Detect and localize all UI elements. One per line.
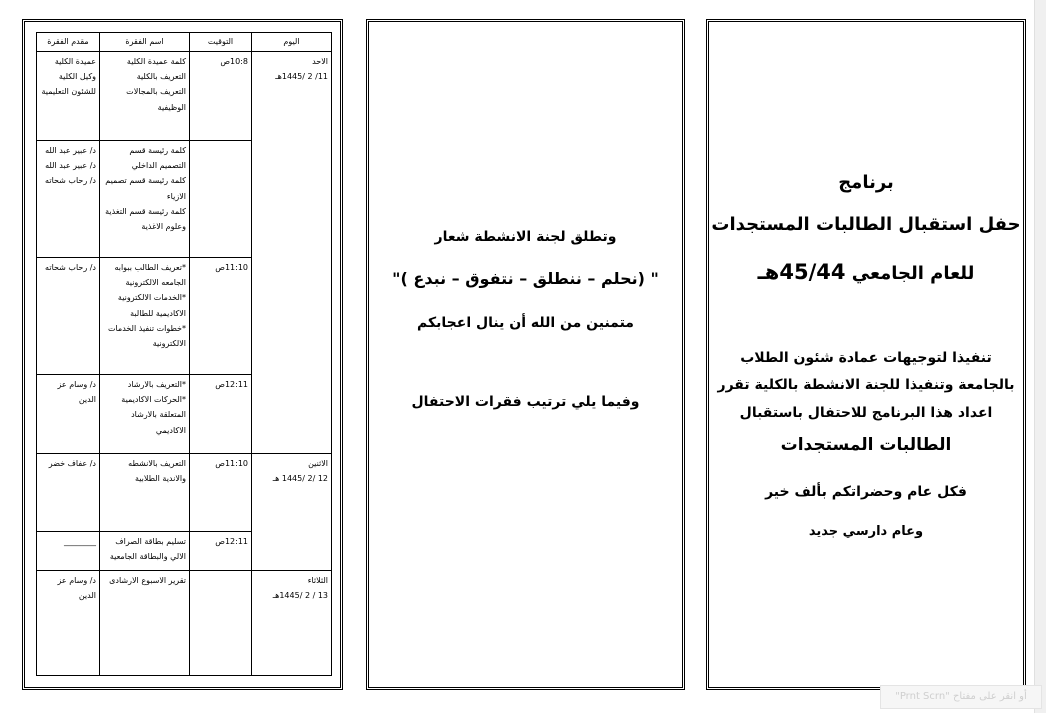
table-row bbox=[37, 52, 332, 141]
presenter-line: ________ bbox=[64, 537, 96, 546]
intro-line-2: بالجامعة وتنفيذا للجنة الانشطة بالكلية تقرر bbox=[717, 377, 1015, 393]
presenter-line: د/ رحاب شحاته bbox=[45, 176, 96, 186]
day-cell bbox=[252, 454, 332, 571]
table-row bbox=[37, 454, 332, 532]
time-cell: 10:8ص bbox=[190, 52, 252, 141]
header-time: التوقيت bbox=[190, 33, 252, 52]
item-cell bbox=[100, 258, 190, 375]
day-name: الاثنين bbox=[308, 459, 328, 468]
order-text: وفيما يلي ترتيب فقرات الاحتفال bbox=[411, 394, 640, 410]
item-cell bbox=[100, 375, 190, 454]
header-item: اسم الفقرة bbox=[100, 33, 190, 52]
day-cell bbox=[252, 52, 332, 454]
item-line: التعريف بالانشطه والاندية الطلابية bbox=[128, 459, 186, 484]
header-presenter: مقدم الفقرة bbox=[37, 33, 100, 52]
item-line: التعريف بالمجالات الوظيفية bbox=[126, 87, 186, 112]
event-title: حفل استقبال الطالبات المستجدات bbox=[711, 214, 1021, 235]
schedule-panel bbox=[22, 19, 343, 690]
time-cell: 12:11ص bbox=[190, 532, 252, 571]
item-cell bbox=[100, 571, 190, 676]
vertical-scrollbar[interactable] bbox=[1034, 0, 1046, 713]
item-line: تسليم بطاقة الصراف الالي والبطاقة الجامعية bbox=[109, 537, 186, 562]
item-line: *خطوات تنفيذ الخدمات الالكترونية bbox=[107, 323, 186, 348]
presenter-line: د/ وسام عز الدين bbox=[57, 576, 96, 601]
day-date: 13 / 2 /1445هـ bbox=[272, 591, 328, 601]
item-line: *الخدمات الالكترونية الاكاديمية للطالبة bbox=[117, 293, 186, 318]
presenter-line: د/ عفاف خضر bbox=[48, 459, 96, 468]
activities-line: وتطلق لجنة الانشطة شعار bbox=[434, 229, 617, 245]
day-cell bbox=[252, 571, 332, 676]
intro-line-3: اعداد هذا البرنامج للاحتفال باستقبال bbox=[739, 405, 993, 421]
item-line: كلمة رئيسة قسم التصميم الداخلي bbox=[129, 146, 186, 171]
time-cell: 12:11ص bbox=[190, 375, 252, 454]
day-date: 11/ 2 /1445هـ bbox=[275, 72, 328, 82]
presenter-line: د/ عبير عبد الله bbox=[45, 146, 96, 155]
year-value: 45/44هـ bbox=[757, 260, 846, 284]
item-line: تقرير الاسبوع الارشادى bbox=[109, 576, 186, 585]
presenter-line: وكيل الكلية للشئون التعليمية bbox=[41, 72, 96, 97]
item-cell bbox=[100, 532, 190, 571]
greeting-line-2: وعام دارسي جديد bbox=[808, 524, 924, 539]
presenter-cell bbox=[37, 532, 100, 571]
time-cell: 11:10ص bbox=[190, 454, 252, 532]
presenter-line: د/ رحاب شحاته bbox=[45, 263, 96, 272]
title-panel bbox=[706, 19, 1026, 690]
slogan-text: " (نحلم – ننطلق – نتفوق – نبدع )" bbox=[392, 269, 659, 288]
item-cell bbox=[100, 454, 190, 532]
presenter-line: عميدة الكلية bbox=[54, 57, 96, 66]
presenter-cell bbox=[37, 52, 100, 141]
time-cell: 11:10ص bbox=[190, 258, 252, 375]
greeting-line: فكل عام وحضراتكم بألف خير bbox=[765, 484, 967, 500]
table-header-row bbox=[37, 33, 332, 52]
year-prefix: للعام الجامعي bbox=[845, 263, 975, 284]
item-cell bbox=[100, 52, 190, 141]
time-cell bbox=[190, 571, 252, 676]
item-line: *تعريف الطالب ببوابه الجامعه الالكترونية bbox=[114, 263, 186, 288]
presenter-cell bbox=[37, 454, 100, 532]
presenter-cell bbox=[37, 571, 100, 676]
item-line: *الحركات الاكاديمية المتعلقة بالارشاد الاكاديمي bbox=[121, 395, 186, 435]
item-line: كلمة رئيسة قسم التغذية وعلوم الاغذية bbox=[105, 206, 186, 231]
intro-line-4: الطالبات المستجدات bbox=[780, 435, 952, 455]
item-line: كلمة عميدة الكلية bbox=[126, 57, 186, 66]
time-cell bbox=[190, 141, 252, 258]
item-line: *التعريف بالارشاد bbox=[127, 380, 186, 389]
wish-text: متمنين من الله أن ينال اعجابكم bbox=[417, 315, 634, 331]
header-day: اليوم bbox=[252, 33, 332, 52]
slogan-panel bbox=[366, 19, 685, 690]
day-date: 12 /2 /1445 هـ bbox=[272, 474, 328, 484]
item-line: التعريف بالكلية bbox=[136, 72, 186, 82]
presenter-cell bbox=[37, 375, 100, 454]
item-line: كلمة رئيسة قسم تصميم الازياء bbox=[105, 176, 186, 201]
presenter-line: د/ وسام عز الدين bbox=[57, 380, 96, 405]
presenter-line: د/ عبير عبد الله bbox=[45, 161, 96, 171]
intro-line-1: تنفيذا لتوجيهات عمادة شئون الطلاب bbox=[740, 350, 992, 366]
presenter-cell bbox=[37, 258, 100, 375]
day-name: الاحد bbox=[312, 57, 328, 66]
day-name: الثلاثاء bbox=[307, 576, 328, 585]
print-screen-tooltip: أو انقر على مفتاح "Prnt Scrn" bbox=[880, 685, 1042, 709]
table-row bbox=[37, 571, 332, 676]
program-title: برنامج bbox=[838, 172, 894, 193]
presenter-cell bbox=[37, 141, 100, 258]
item-cell bbox=[100, 141, 190, 258]
academic-year bbox=[709, 260, 1023, 284]
schedule-table bbox=[36, 32, 332, 676]
